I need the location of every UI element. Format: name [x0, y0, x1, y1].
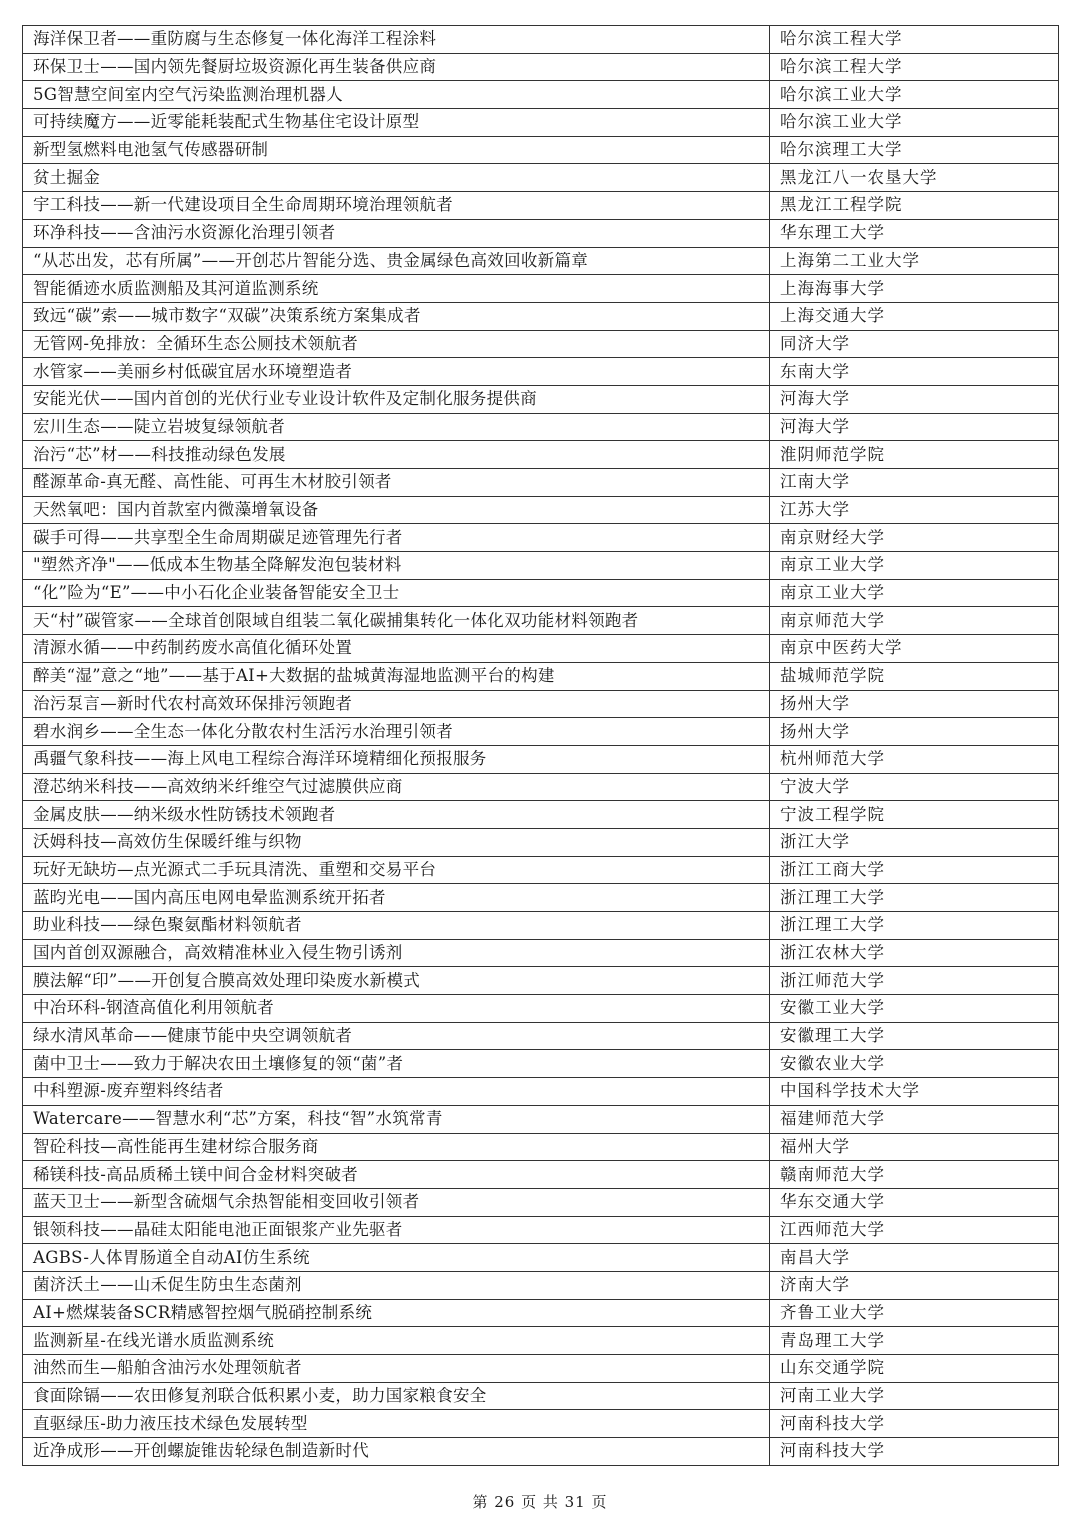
- table-row: [23, 579, 1059, 607]
- university-cell: 哈尔滨工程大学: [770, 26, 1059, 54]
- university-cell: 上海海事大学: [770, 275, 1059, 303]
- project-name-cell: 近净成形——开创螺旋锥齿轮绿色制造新时代: [23, 1438, 770, 1466]
- table-row: [23, 358, 1059, 386]
- project-name-cell: 治污泵言—新时代农村高效环保排污领跑者: [23, 690, 770, 718]
- table-row: [23, 302, 1059, 330]
- table-row: [23, 247, 1059, 275]
- university-cell: 安徽理工大学: [770, 1022, 1059, 1050]
- university-cell: 中国科学技术大学: [770, 1078, 1059, 1106]
- university-cell: 浙江理工大学: [770, 912, 1059, 940]
- project-name-cell: 食面除镉——农田修复剂联合低积累小麦，助力国家粮食安全: [23, 1382, 770, 1410]
- university-cell: 南京中医药大学: [770, 635, 1059, 663]
- university-cell: 河南科技大学: [770, 1438, 1059, 1466]
- project-name-cell: 中冶环科-钢渣高值化利用领航者: [23, 995, 770, 1023]
- project-name-cell: 智砼科技—高性能再生建材综合服务商: [23, 1133, 770, 1161]
- project-name-cell: “化”险为“E”——中小石化企业装备智能安全卫士: [23, 579, 770, 607]
- table-row: [23, 995, 1059, 1023]
- table-row: [23, 552, 1059, 580]
- table-row: [23, 524, 1059, 552]
- project-name-cell: 水管家——美丽乡村低碳宜居水环境塑造者: [23, 358, 770, 386]
- project-name-cell: 稀镁科技-高品质稀土镁中间合金材料突破者: [23, 1161, 770, 1189]
- project-name-cell: 醛源革命-真无醛、高性能、可再生木材胶引领者: [23, 469, 770, 497]
- university-cell: 哈尔滨工业大学: [770, 81, 1059, 109]
- table-row: [23, 745, 1059, 773]
- project-name-cell: 菌中卫士——致力于解决农田土壤修复的领“菌”者: [23, 1050, 770, 1078]
- university-cell: 浙江理工大学: [770, 884, 1059, 912]
- university-cell: 青岛理工大学: [770, 1327, 1059, 1355]
- university-cell: 江南大学: [770, 469, 1059, 497]
- project-name-cell: 中科塑源-废弃塑料终结者: [23, 1078, 770, 1106]
- university-cell: 宁波大学: [770, 773, 1059, 801]
- university-cell: 哈尔滨工程大学: [770, 53, 1059, 81]
- project-name-cell: 宇工科技——新一代建设项目全生命周期环境治理领航者: [23, 192, 770, 220]
- table-row: [23, 1050, 1059, 1078]
- university-cell: 浙江工商大学: [770, 856, 1059, 884]
- project-name-cell: 可持续魔方——近零能耗装配式生物基住宅设计原型: [23, 109, 770, 137]
- university-cell: 浙江大学: [770, 828, 1059, 856]
- project-name-cell: 监测新星-在线光谱水质监测系统: [23, 1327, 770, 1355]
- table-row: [23, 275, 1059, 303]
- university-cell: 赣南师范大学: [770, 1161, 1059, 1189]
- project-table-body: [23, 26, 1059, 1466]
- project-name-cell: 沃姆科技—高效仿生保暖纤维与织物: [23, 828, 770, 856]
- project-name-cell: 天然氧吧：国内首款室内微藻增氧设备: [23, 496, 770, 524]
- project-name-cell: 金属皮肤——纳米级水性防锈技术领跑者: [23, 801, 770, 829]
- table-row: [23, 1105, 1059, 1133]
- table-row: [23, 1022, 1059, 1050]
- university-cell: 华东理工大学: [770, 219, 1059, 247]
- university-cell: 福州大学: [770, 1133, 1059, 1161]
- table-row: [23, 330, 1059, 358]
- table-row: [23, 1299, 1059, 1327]
- project-name-cell: 环净科技——含油污水资源化治理引领者: [23, 219, 770, 247]
- university-cell: 南京工业大学: [770, 579, 1059, 607]
- table-row: [23, 662, 1059, 690]
- university-cell: 哈尔滨工业大学: [770, 109, 1059, 137]
- table-row: [23, 1244, 1059, 1272]
- table-row: [23, 773, 1059, 801]
- table-row: [23, 441, 1059, 469]
- table-row: [23, 1382, 1059, 1410]
- project-name-cell: 贫土掘金: [23, 164, 770, 192]
- project-name-cell: 助业科技——绿色聚氨酯材料领航者: [23, 912, 770, 940]
- university-cell: 南京财经大学: [770, 524, 1059, 552]
- project-name-cell: Watercare——智慧水利“芯”方案，科技“智”水筑常青: [23, 1105, 770, 1133]
- project-name-cell: “从芯出发，芯有所属”——开创芯片智能分选、贵金属绿色高效回收新篇章: [23, 247, 770, 275]
- project-name-cell: 碧水润乡——全生态一体化分散农村生活污水治理引领者: [23, 718, 770, 746]
- project-name-cell: 绿水清风革命——健康节能中央空调领航者: [23, 1022, 770, 1050]
- project-name-cell: 碳手可得——共享型全生命周期碳足迹管理先行者: [23, 524, 770, 552]
- project-name-cell: AGBS-人体胃肠道全自动AI仿生系统: [23, 1244, 770, 1272]
- project-name-cell: 无管网-免排放：全循环生态公厕技术领航者: [23, 330, 770, 358]
- project-name-cell: 膜法解“印”——开创复合膜高效处理印染废水新模式: [23, 967, 770, 995]
- table-row: [23, 939, 1059, 967]
- table-row: [23, 1438, 1059, 1466]
- table-row: [23, 912, 1059, 940]
- table-row: [23, 219, 1059, 247]
- project-name-cell: "塑然齐净"——低成本生物基全降解发泡包装材料: [23, 552, 770, 580]
- table-row: [23, 81, 1059, 109]
- table-row: [23, 1161, 1059, 1189]
- project-name-cell: 国内首创双源融合，高效精准林业入侵生物引诱剂: [23, 939, 770, 967]
- project-name-cell: 治污“芯”材——科技推动绿色发展: [23, 441, 770, 469]
- project-name-cell: 致远“碳”索——城市数字“双碳”决策系统方案集成者: [23, 302, 770, 330]
- project-name-cell: 玩好无缺坊—点光源式二手玩具清洗、重塑和交易平台: [23, 856, 770, 884]
- project-name-cell: 银领科技——晶硅太阳能电池正面银浆产业先驱者: [23, 1216, 770, 1244]
- project-name-cell: 安能光伏——国内首创的光伏行业专业设计软件及定制化服务提供商: [23, 385, 770, 413]
- project-name-cell: AI+燃煤装备SCR精感智控烟气脱硝控制系统: [23, 1299, 770, 1327]
- page-number: 第 26 页 共 31 页: [472, 1493, 608, 1511]
- university-cell: 山东交通学院: [770, 1355, 1059, 1383]
- university-cell: 浙江师范大学: [770, 967, 1059, 995]
- project-name-cell: 环保卫士——国内领先餐厨垃圾资源化再生装备供应商: [23, 53, 770, 81]
- university-cell: 济南大学: [770, 1271, 1059, 1299]
- table-row: [23, 1188, 1059, 1216]
- table-row: [23, 856, 1059, 884]
- project-name-cell: 智能循迹水质监测船及其河道监测系统: [23, 275, 770, 303]
- table-row: [23, 1271, 1059, 1299]
- table-row: [23, 967, 1059, 995]
- university-cell: 宁波工程学院: [770, 801, 1059, 829]
- university-cell: 同济大学: [770, 330, 1059, 358]
- project-name-cell: 菌济沃土——山禾促生防虫生态菌剂: [23, 1271, 770, 1299]
- university-cell: 扬州大学: [770, 690, 1059, 718]
- project-name-cell: 清源水循——中药制药废水高值化循环处置: [23, 635, 770, 663]
- table-row: [23, 496, 1059, 524]
- table-row: [23, 385, 1059, 413]
- university-cell: 黑龙江八一农垦大学: [770, 164, 1059, 192]
- university-cell: 河海大学: [770, 385, 1059, 413]
- table-row: [23, 690, 1059, 718]
- table-row: [23, 1216, 1059, 1244]
- table-row: [23, 164, 1059, 192]
- project-name-cell: 宏川生态——陡立岩坡复绿领航者: [23, 413, 770, 441]
- university-cell: 齐鲁工业大学: [770, 1299, 1059, 1327]
- table-row: [23, 1355, 1059, 1383]
- university-cell: 江西师范大学: [770, 1216, 1059, 1244]
- university-cell: 福建师范大学: [770, 1105, 1059, 1133]
- university-cell: 南昌大学: [770, 1244, 1059, 1272]
- university-cell: 东南大学: [770, 358, 1059, 386]
- university-cell: 安徽工业大学: [770, 995, 1059, 1023]
- project-name-cell: 海洋保卫者——重防腐与生态修复一体化海洋工程涂料: [23, 26, 770, 54]
- university-cell: 上海第二工业大学: [770, 247, 1059, 275]
- university-cell: 安徽农业大学: [770, 1050, 1059, 1078]
- project-name-cell: 5G智慧空间室内空气污染监测治理机器人: [23, 81, 770, 109]
- table-row: [23, 1133, 1059, 1161]
- table-row: [23, 607, 1059, 635]
- table-row: [23, 192, 1059, 220]
- project-name-cell: 蓝昀光电——国内高压电网电晕监测系统开拓者: [23, 884, 770, 912]
- project-table: [22, 25, 1059, 1466]
- project-name-cell: 醉美“湿”意之“地”——基于AI+大数据的盐城黄海湿地监测平台的构建: [23, 662, 770, 690]
- university-cell: 黑龙江工程学院: [770, 192, 1059, 220]
- table-row: [23, 1078, 1059, 1106]
- university-cell: 南京师范大学: [770, 607, 1059, 635]
- project-name-cell: 天“村”碳管家——全球首创限域自组装二氧化碳捕集转化一体化双功能材料领跑者: [23, 607, 770, 635]
- table-row: [23, 413, 1059, 441]
- project-name-cell: 禹疆气象科技——海上风电工程综合海洋环境精细化预报服务: [23, 745, 770, 773]
- university-cell: 河海大学: [770, 413, 1059, 441]
- project-name-cell: 新型氢燃料电池氢气传感器研制: [23, 136, 770, 164]
- table-row: [23, 635, 1059, 663]
- table-row: [23, 718, 1059, 746]
- table-row: [23, 53, 1059, 81]
- university-cell: 哈尔滨理工大学: [770, 136, 1059, 164]
- university-cell: 淮阴师范学院: [770, 441, 1059, 469]
- table-row: [23, 1410, 1059, 1438]
- table-row: [23, 26, 1059, 54]
- table-row: [23, 136, 1059, 164]
- project-name-cell: 蓝天卫士——新型含硫烟气余热智能相变回收引领者: [23, 1188, 770, 1216]
- university-cell: 杭州师范大学: [770, 745, 1059, 773]
- university-cell: 扬州大学: [770, 718, 1059, 746]
- project-name-cell: 澄芯纳米科技——高效纳米纤维空气过滤膜供应商: [23, 773, 770, 801]
- table-row: [23, 109, 1059, 137]
- project-name-cell: 油然而生—船舶含油污水处理领航者: [23, 1355, 770, 1383]
- university-cell: 华东交通大学: [770, 1188, 1059, 1216]
- table-row: [23, 469, 1059, 497]
- table-row: [23, 828, 1059, 856]
- project-name-cell: 直驱绿压-助力液压技术绿色发展转型: [23, 1410, 770, 1438]
- table-row: [23, 884, 1059, 912]
- university-cell: 南京工业大学: [770, 552, 1059, 580]
- university-cell: 河南工业大学: [770, 1382, 1059, 1410]
- university-cell: 浙江农林大学: [770, 939, 1059, 967]
- table-row: [23, 1327, 1059, 1355]
- project-table-container: [22, 25, 1058, 1466]
- university-cell: 江苏大学: [770, 496, 1059, 524]
- university-cell: 盐城师范学院: [770, 662, 1059, 690]
- university-cell: 上海交通大学: [770, 302, 1059, 330]
- table-row: [23, 801, 1059, 829]
- university-cell: 河南科技大学: [770, 1410, 1059, 1438]
